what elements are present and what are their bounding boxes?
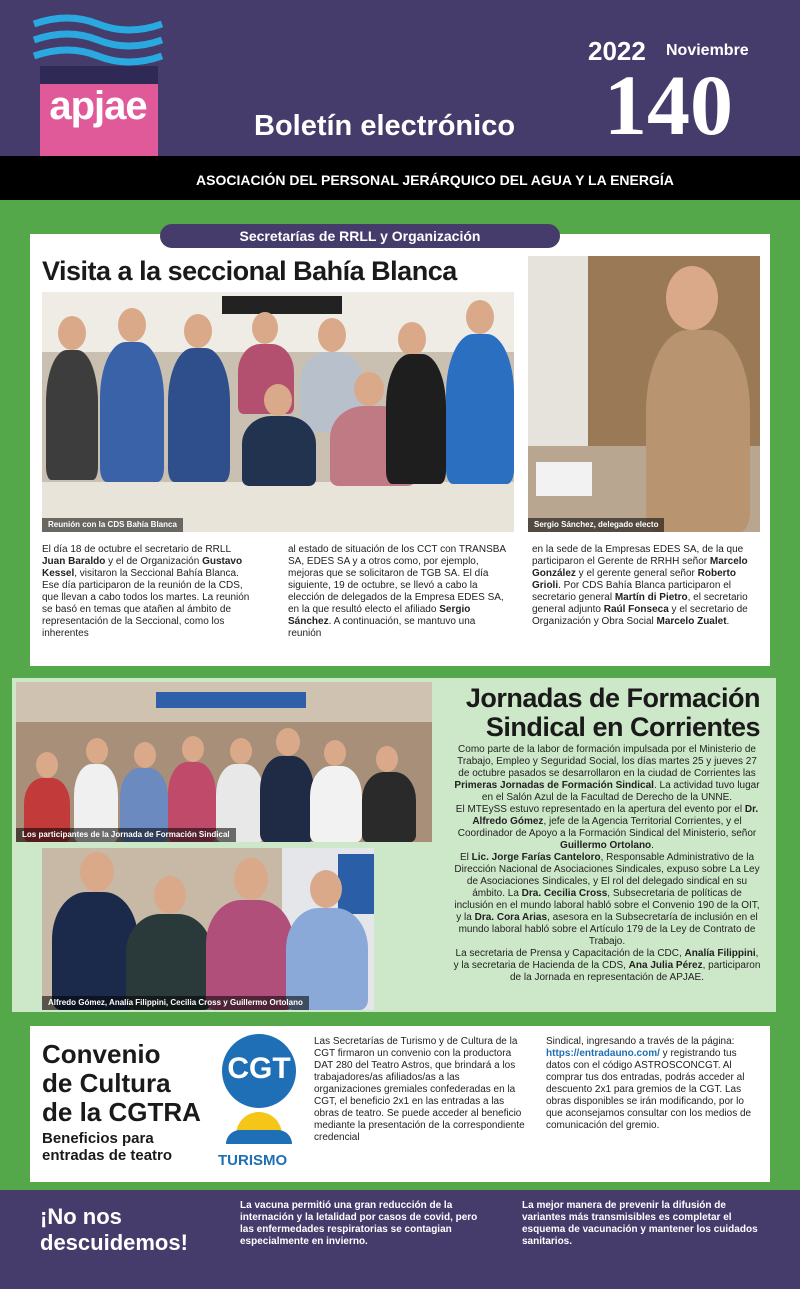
bold-name: Dra. Cecilia Cross [521, 888, 608, 899]
title-line: Sindical en Corrientes [485, 712, 760, 742]
footer-title-line: ¡No nos [40, 1204, 122, 1229]
article-text-corrientes [452, 744, 762, 984]
photo-speakers [42, 848, 374, 1010]
turismo-logo-text: TURISMO [218, 1152, 288, 1169]
issue-year: 2022 [588, 36, 646, 66]
bold-name: Sergio Sánchez [288, 604, 471, 627]
bold-name: Roberto Grioli [532, 568, 736, 591]
bold-name: Analía Filippini [684, 948, 756, 959]
bold-name: Ana Julia Pérez [628, 960, 703, 971]
footer-text-col1: La vacuna permitió una gran reducción de la internación y la letalidad por casos de covid, pero las enfermedades respiratorias se contagian especialmente en invierno. [240, 1200, 478, 1247]
title-line: Jornadas de Formación [465, 683, 760, 713]
paragraph: El Lic. Jorge Farías Canteloro, Responsable Administrativo de la Dirección Nacional de Asociaciones Sindicales, expuso sobre La Ley de Asociaciones Sindicales, y El rol del delegado sindical en su ámbito. La Dra. Cecilia Cross, Subsecretaria de políticas de inclusión en el mundo laboral habló sobre el Convenio 190 de la OIT, y la Dra. Cora Arias, asesora en la Subsecretaría de inclusión en el mundo laboral habló sobre el Artículo 179 de la Ley de Contrato de Trabajo. [454, 852, 760, 947]
subtitle-line: Beneficios para [42, 1130, 154, 1147]
photo-caption: Los participantes de la Jornada de Formación Sindical [16, 828, 236, 842]
website-link[interactable]: https://entradauno.com/ [546, 1048, 660, 1059]
photo-caption: Reunión con la CDS Bahía Blanca [42, 518, 183, 532]
bold-name: Gustavo Kessel [42, 556, 243, 579]
cgt-logo-text: CGT [227, 1052, 291, 1085]
paragraph: Como parte de la labor de formación impulsada por el Ministerio de Trabajo, Empleo y Seguridad Social, los días martes 25 y jueves 27 de octubre pasados se desarrollaron en la ciudad de Corrientes las Primeras Jornadas de Formación Sindical. La actividad tuvo lugar en el Salón Azul de la Facultad de Derecho de la UNNE. [454, 744, 760, 803]
bold-name: Dra. Cora Arias [474, 912, 548, 923]
bold-name: Dr. Alfredo Gómez [472, 804, 759, 827]
article-text-col2: al estado de situación de los CCT con TRANSBA SA, EDES SA y a otros como, por ejemplo, mejoras que se solicitaron de TGB SA. El día siguiente, 19 de octubre, se llevó a cabo la elección de delegados de la Empresa EDES SA, en la que resultó electo el afiliado Sergio Sánchez. A continuación, se mantuvo una reunión [288, 544, 506, 639]
footer-text-col2: La mejor manera de prevenir la difusión de variantes más transmisibles es completar el esquema de vacunación y mantener los cuidados sanitarios. [522, 1200, 758, 1247]
photo-sergio-sanchez [528, 256, 760, 532]
title-line: de Cultura [42, 1068, 171, 1098]
paragraph: El MTEySS estuvo representado en la apertura del evento por el Dr. Alfredo Gómez, jefe de la Agencia Territorial Corrientes, y el Coordinador de Apoyo a la Formación Sindical del Ministerio, señor Guillermo Ortolano. [455, 804, 759, 851]
logo-wordmark: apjae [49, 84, 147, 128]
article-text-col1: El día 18 de octubre el secretario de RRLL Juan Baraldo y el de Organización Gustavo Kessel, visitaron la Seccional Bahía Blanca. Ese día participaron de la reunión de la CDS, que llevan a cabo todos los martes. La reunión se basó en temas que atañen al ámbito de representación de la Seccional, como los inherentes [42, 544, 250, 639]
bold-name: Lic. Jorge Farías Canteloro [471, 852, 601, 863]
article-title-bahia-blanca: Visita a la seccional Bahía Blanca [42, 256, 457, 286]
title-line: Convenio [42, 1039, 161, 1069]
bold-name: Juan Baraldo [42, 556, 106, 567]
footer-title-line: descuidemos! [40, 1230, 188, 1255]
article-title-corrientes [462, 684, 760, 742]
photo-meeting-cds [42, 292, 514, 532]
section-pill: Secretarías de RRLL y Organización [160, 224, 560, 248]
photo-participants [16, 682, 432, 842]
article-title-cgtra [42, 1040, 201, 1127]
article-text-cgtra-col2: Sindical, ingresando a través de la página: https://entradauno.com/ y registrando tus datos con el código ASTROSCONCGT. Al comprar tus dos entradas, podrás acceder al descuento 2x1 para gremios de la CGT. Las obras disponibles se irán modificando, por lo que aconsejamos consultar con los medios de comunicación del gremio. [546, 1036, 752, 1131]
title-line: de la CGTRA [42, 1097, 201, 1127]
bold-name: Marcelo González [532, 556, 748, 579]
paragraph: La secretaria de Prensa y Capacitación de la CDC, Analía Filippini, y la secretaria de Hacienda de la CDS, Ana Julia Pérez, participaron de la Jornada en representación de APJAE. [453, 948, 761, 983]
bold-name: Martín di Pietro [614, 592, 688, 603]
article-subtitle-cgtra [42, 1130, 172, 1164]
article-text-cgtra-col1: Las Secretarías de Turismo y de Cultura de la CGT firmaron un convenio con la productora DAT 280 del Teatro Astros, que brindará a los trabajadores/as afiliados/as a las organizaciones gremiales confederadas en la CGT, el beneficio 2x1 en las entradas a las obras de teatro. Se puede acceder al beneficio mediante la presentación de la correspondiente credencial [314, 1036, 525, 1143]
subtitle-line: entradas de teatro [42, 1147, 173, 1164]
issue-number: 140 [604, 57, 733, 153]
bold-name: Guillermo Ortolano [560, 840, 652, 851]
article-text-col3: en la sede de la Empresas EDES SA, de la que participaron el Gerente de RRHH señor Marcelo González y el gerente general señor Roberto Grioli. Por CDS Bahía Blanca participaron el secretario general Martín di Pietro, el secretario general adjunto Raúl Fonseca y el secretario de Organización y Obra Social Marcelo Zualet. [532, 544, 748, 627]
bold-name: Raúl Fonseca [603, 604, 669, 615]
photo-caption: Sergio Sánchez, delegado electo [528, 518, 664, 532]
photo-caption: Alfredo Gómez, Analía Filippini, Cecilia Cross y Guillermo Ortolano [42, 996, 309, 1010]
footer-title [40, 1204, 188, 1256]
bold-name: Marcelo Zualet [656, 616, 727, 627]
issue-month: Noviembre [666, 42, 749, 59]
bold-name: Primeras Jornadas de Formación Sindical [454, 780, 654, 791]
bulletin-title: Boletín electrónico [254, 110, 516, 142]
turismo-wave-icon [226, 1130, 292, 1144]
association-name: ASOCIACIÓN DEL PERSONAL JERÁRQUICO DEL AGUA Y LA ENERGÍA [196, 172, 674, 188]
